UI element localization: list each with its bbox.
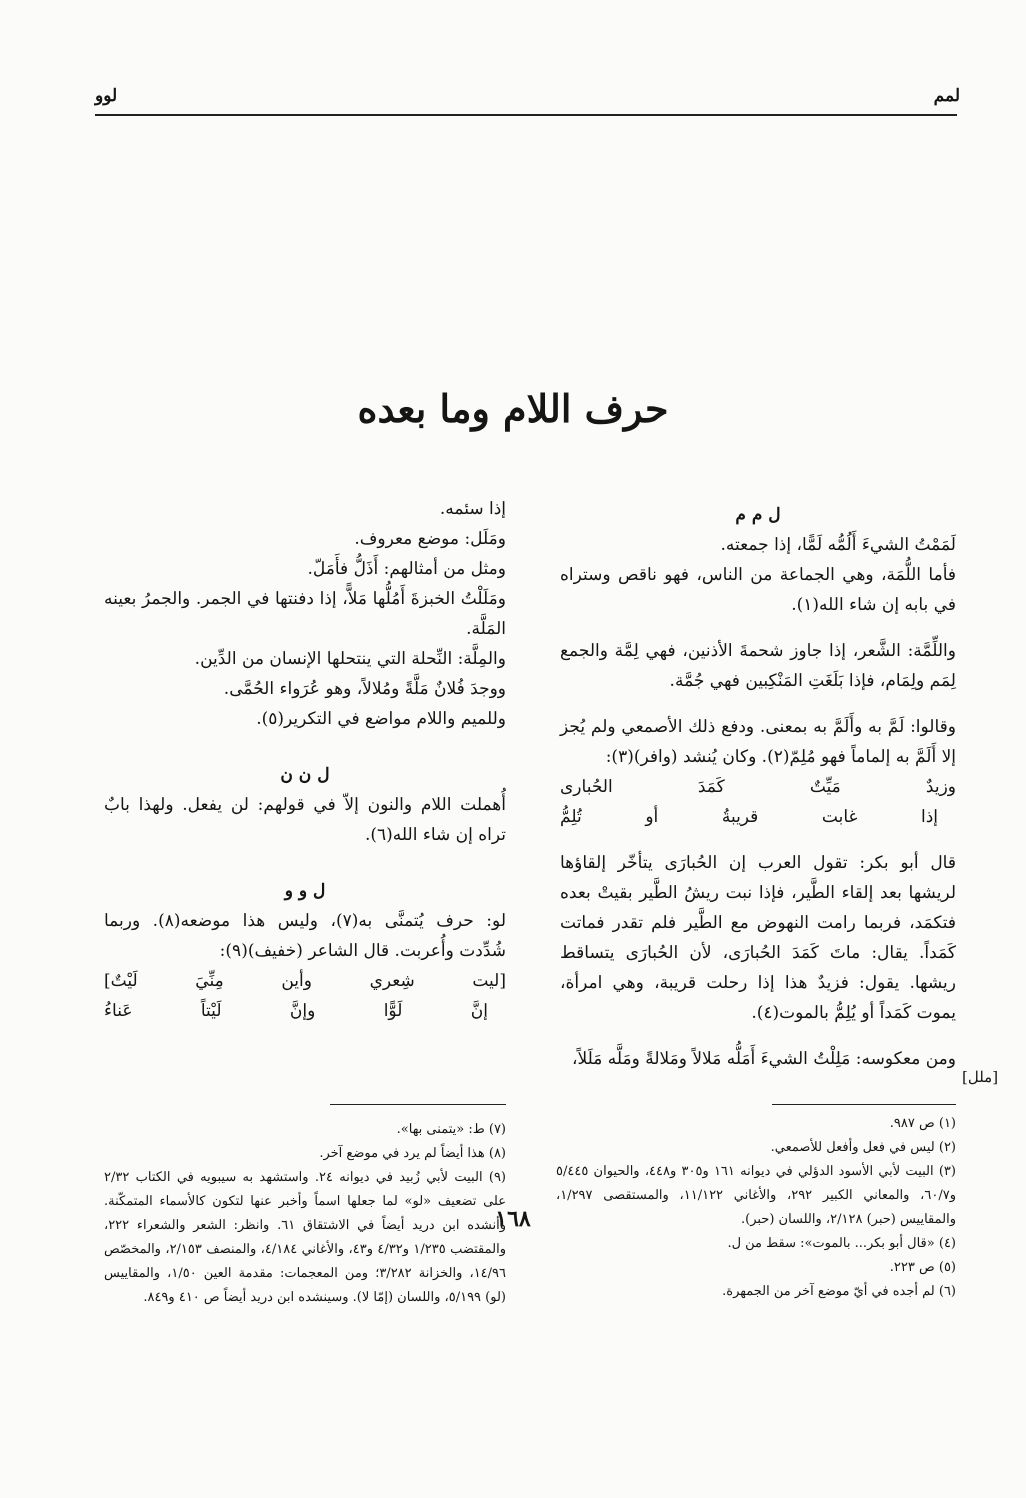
paragraph: فأما اللُّمَة، وهي الجماعة من الناس، فهو ناقص وستراه في بابه إن شاء الله(١). bbox=[560, 565, 956, 615]
section-heading-lww: ل و و bbox=[284, 881, 326, 901]
paragraph: والمِلَّة: النِّحلة التي ينتحلها الإنسان من الدِّين. bbox=[194, 649, 506, 669]
footnote: (٣) البيت لأبي الأسود الدؤلي في ديوانه ١٦١ و٣٠٥ و٤٤٨، والحيوان ٥/٤٤٥ و٦٠/٧، والمعاني الكبير ٢٩٢، والأغاني ١١/١٢٢، والمستقصى ١/٢٩٧، والمقاييس (حبر) ٢/١٢٨، واللسان (حبر). bbox=[556, 1164, 956, 1227]
paragraph: أُهملت اللام والنون إلاّ في قولهم: لن يفعل. ولهذا بابٌ تراه إن شاء الله(٦). bbox=[104, 795, 506, 845]
running-header-left: لوو bbox=[95, 86, 118, 106]
left-column bbox=[104, 494, 506, 1026]
verse-line bbox=[560, 802, 956, 832]
margin-entry-tag: [ملل] bbox=[962, 1068, 999, 1086]
chapter-title: حرف اللام وما بعده bbox=[357, 386, 669, 431]
verse-word: أو bbox=[645, 807, 659, 827]
footnote: (٩) البيت لأبي زُبيد في ديوانه ٢٤. واستشهد به سيبويه في الكتاب ٢/٣٢ على تضعيف «لو» لما جعلها اسماً وأخبر عنها لتكون كالأسماء المتمكّنة. وأنشده ابن دريد أيضاً في الاشتقاق ٦١. وانظر: الشعر والشعراء ٢٢٢، والمقتضب ١/٢٣٥ و٤/٣٢ و٤٣، والأغاني ٤/١٨٤، والمنصف ٢/١٥٣، والمخصّص ١٤/٩٦، والخزانة ٣/٢٨٢؛ ومن المعجمات: مقدمة العين ١/٥٠، والمقاييس (لو) ٥/١٩٩، واللسان (إمّا لا). وسينشده ابن دريد أيضاً ص ٤١٠ و٨٤٩. bbox=[104, 1170, 507, 1305]
paragraph: ومن معكوسه: مَلِلْتُ الشيءَ أَمَلُّه مَلالاً ومَلالةً ومَلَّه مَلَلاً، bbox=[571, 1049, 956, 1069]
right-column bbox=[560, 500, 956, 1074]
paragraph: لو: حرف يُتمنَّى به(٧)، وليس هذا موضعه(٨). وربما شُدِّدت وأُعربت. قال الشاعر (خفيف)(٩): bbox=[104, 911, 506, 961]
footnote: (٦) لم أجده في أيّ موضع آخر من الجمهرة. bbox=[722, 1284, 956, 1299]
paragraph: وقالوا: لَمَّ به وأَلَمَّ به بمعنى. ودفع ذلك الأصمعي ولم يُجز إلا أَلَمَّ به إلماماً فهو مُلِمّ(٢). وكان يُنشد (وافر)(٣): bbox=[560, 717, 956, 767]
section-heading-lmm: ل م م bbox=[735, 505, 781, 525]
paragraph: لَمَمْتُ الشيءَ أَلُمُّه لَمًّا، إذا جمعته. bbox=[720, 535, 956, 555]
verse-word: لَيْتٌ] bbox=[104, 971, 138, 991]
verse-word: وإنَّ bbox=[289, 1001, 316, 1021]
verse-word: لَيْتاً bbox=[200, 1001, 222, 1021]
running-header-right: لمم bbox=[933, 86, 960, 106]
verse-word: عَناءُ bbox=[104, 1001, 133, 1021]
page-number: ١٦٨ bbox=[495, 1206, 531, 1232]
paragraph: ووجدَ فُلانٌ مَلَّةً ومُلالاً، وهو عُرَواء الحُمَّى. bbox=[223, 679, 506, 699]
verse-word: لَوًّا bbox=[383, 1001, 403, 1021]
paragraph: ومَلَلْتُ الخبزةَ أَمُلُّها مَلاًّ، إذا دفنتها في الجمر. والجمرُ بعينه المَلَّة. bbox=[104, 589, 506, 639]
paragraph: وللميم واللام مواضع في التكرير(٥). bbox=[256, 709, 506, 729]
verse-line bbox=[104, 966, 506, 996]
verse-word: [ليت bbox=[472, 971, 506, 991]
verse-word: مِنِّيَ bbox=[195, 971, 224, 991]
verse-word: تُلِمُّ bbox=[560, 807, 582, 827]
footnote: (٥) ص ٢٢٣. bbox=[889, 1260, 956, 1275]
paragraph: إذا سئمه. bbox=[439, 499, 506, 519]
paragraph: قال أبو بكر: تقول العرب إن الحُبارَى يتأخّر إلقاؤها لريشها بعد إلقاء الطَّير، فإذا نبت ريشُ الطَّير بقيتْ بعده فتكمَد، فربما رامت النهوض مع الطَّير فلم تقدر فماتت كَمَداً. يقال: ماتَ كَمَدَ الحُبارَى، لأن الحُبارَى يتساقط ريشها. يقول: فزيدٌ هذا إذا رحلت قريبة، وهي امرأة، يموت كَمَداً أو يُلِمُّ بالموت(٤). bbox=[560, 853, 956, 1023]
footnote: (٧) ط: «يتمنى بها». bbox=[396, 1122, 506, 1137]
verse-word: إذا bbox=[920, 807, 938, 827]
footnote: (٤) «قال أبو بكر... بالموت»: سقط من ل. bbox=[727, 1236, 956, 1251]
verse-word: غابت bbox=[821, 807, 858, 827]
footnote: (٢) ليس في فعل وأفعل للأصمعي. bbox=[770, 1140, 956, 1155]
paragraph: ومَلَل: موضع معروف. bbox=[354, 529, 506, 549]
verse-word: الحُبارى bbox=[560, 777, 613, 797]
header-rule bbox=[95, 114, 957, 116]
paragraph: واللِّمَّة: الشَّعر، إذا جاوز شحمةَ الأذنين، فهي لِمَّة والجمع لِمَم ولِمَام، فإذا بَلَغَتِ المَنْكِبين فهي جُمَّة. bbox=[560, 641, 956, 691]
verse-word: وأين bbox=[281, 971, 312, 991]
section-heading-lnn: ل ن ن bbox=[280, 765, 330, 785]
footnote: (١) ص ٩٨٧. bbox=[889, 1116, 956, 1131]
verse-word: كَمَدَ bbox=[697, 777, 725, 797]
verse-word: إنَّ bbox=[470, 1001, 488, 1021]
verse-word: قريبةُ bbox=[721, 807, 759, 827]
footnote-rule-right bbox=[772, 1104, 956, 1105]
verse-word: وزيدٌ bbox=[925, 777, 956, 797]
footnote-rule-left bbox=[330, 1104, 506, 1105]
paragraph: ومثل من أمثالهم: أَذَلُّ فأَمَلّ. bbox=[307, 559, 506, 579]
verse-word: مَيِّتٌ bbox=[809, 777, 841, 797]
verse-word: شِعري bbox=[369, 971, 415, 991]
footnote: (٨) هذا أيضاً لم يرد في موضع آخر. bbox=[319, 1146, 506, 1161]
verse-line bbox=[104, 996, 506, 1026]
verse-line bbox=[560, 772, 956, 802]
